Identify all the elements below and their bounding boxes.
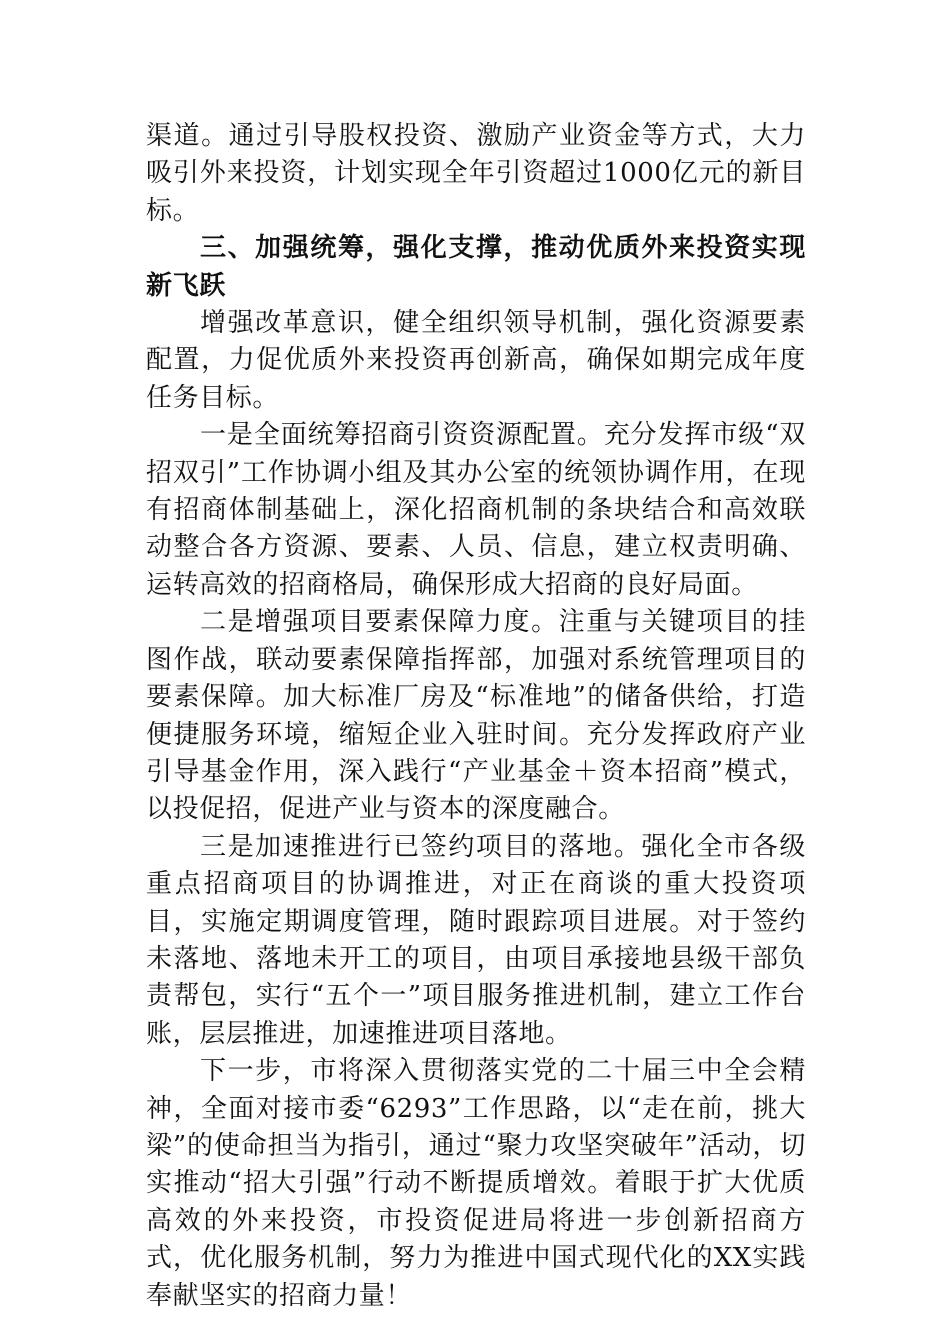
paragraph-continued: 渠道。通过引导股权投资、激励产业资金等方式，大力吸引外来投资，计划实现全年引资超过1000亿元的新目标。 [146,121,806,226]
paragraph-intro: 增强改革意识，健全组织领导机制，强化资源要素配置，力促优质外来投资再创新高，确保如期完成年度任务目标。 [146,308,806,413]
document-page [146,118,806,1315]
paragraph-point-3: 三是加速推进行已签约项目的落地。强化全市各级重点招商项目的协调推进，对正在商谈的重大投资项目，实施定期调度管理，随时跟踪项目进展。对于签约未落地、落地未开工的项目，由项目承接地县级干部负责帮包，实行“五个一”项目服务推进机制，建立工作台账，层层推进，加速推进项目落地。 [146,831,806,1049]
paragraph-point-2: 二是增强项目要素保障力度。注重与关键项目的挂图作战，联动要素保障指挥部，加强对系统管理项目的要素保障。加大标准厂房及“标准地”的储备供给，打造便捷服务环境，缩短企业入驻时间。充分发挥政府产业引导基金作用，深入践行“产业基金＋资本招商”模式，以投促招，促进产业与资本的深度融合。 [146,607,806,825]
section-heading: 三、加强统筹，强化支撑，推动优质外来投资实现新飞跃 [146,233,806,301]
paragraph-point-1: 一是全面统筹招商引资资源配置。充分发挥市级“双招双引”工作协调小组及其办公室的统领协调作用，在现有招商体制基础上，深化招商机制的条块结合和高效联动整合各方资源、要素、人员、信息，建立权责明确、运转高效的招商格局，确保形成大招商的良好局面。 [146,420,806,600]
paragraph-next-steps: 下一步，市将深入贯彻落实党的二十届三中全会精神，全面对接市委“6293”工作思路，以“走在前，挑大梁”的使命担当为指引，通过“聚力攻坚突破年”活动，切实推动“招大引强”行动不断提质增效。着眼于扩大优质高效的外来投资，市投资促进局将进一步创新招商方式，优化服务机制，努力为推进中国式现代化的XX实践奉献坚实的招商力量！ [146,1056,806,1311]
